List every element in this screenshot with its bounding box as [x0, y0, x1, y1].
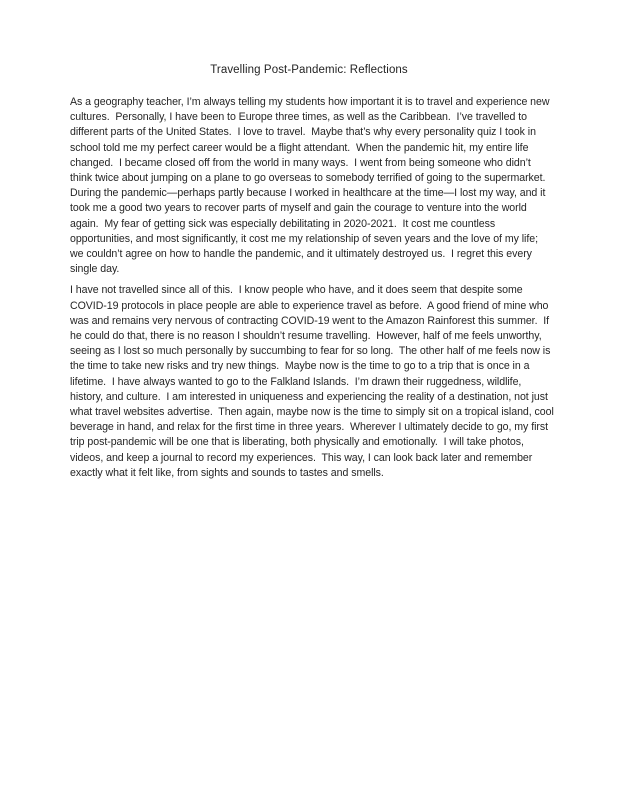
text-line: took me a good two years to recover parts of myself and gain the courage to venture into the world [70, 202, 527, 215]
text-line: COVID-19 protocols in place people are able to experience travel as before. A good friend of mine who [70, 299, 549, 312]
text-line: trip post-pandemic will be one that is liberating, both physically and emotionally. I will take photos, [70, 436, 524, 449]
text-line: seeing as I lost so much personally by succumbing to fear for so long. The other half of me feels now is [70, 345, 551, 358]
text-line: videos, and keep a journal to record my experiences. This way, I can look back later and remember [70, 451, 533, 464]
text-line: exactly what it felt like, from sights and sounds to tastes and smells. [70, 466, 384, 479]
paragraph-2 [70, 283, 554, 481]
document-content [70, 63, 554, 481]
paragraph-1 [70, 95, 548, 277]
text-line: I have not travelled since all of this. I know people who have, and it does seem that despite some [70, 284, 523, 297]
text-line: what travel websites advertise. Then again, maybe now is the time to simply sit on a tropical island, cool [70, 406, 554, 419]
text-line: history, and culture. I am interested in uniqueness and experiencing the reality of a destination, not just [70, 390, 548, 403]
text-line: opportunities, and most significantly, it cost me my relationship of seven years and the love of my life; [70, 232, 538, 245]
text-line: was and remains very nervous of contracting COVID-19 went to the Amazon Rainforest this summer. If [70, 314, 550, 327]
text-line: single day. [70, 263, 120, 276]
text-line: changed. I became closed off from the world in many ways. I went from being someone who didn’t [70, 156, 531, 169]
text-line: think twice about jumping on a plane to go overseas to somebody terrified of going to the supermarket. [70, 172, 546, 185]
text-line: we couldn’t agree on how to handle the pandemic, and it ultimately destroyed us. I regret this every [70, 248, 532, 261]
document-title: Travelling Post-Pandemic: Reflections [210, 64, 408, 76]
text-line: school told me my perfect career would be a flight attendant. When the pandemic hit, my entire life [70, 141, 529, 154]
text-line: he could do that, there is no reason I shouldn’t resume travelling. However, half of me feels unworthy, [70, 330, 542, 343]
text-line: lifetime. I have always wanted to go to the Falkland Islands. I’m drawn their ruggedness, wildlife, [70, 375, 522, 388]
text-line: different parts of the United States. I love to travel. Maybe that’s why every personality quiz I took in [70, 126, 536, 139]
text-line: cultures. Personally, I have been to Europe three times, as well as the Caribbean. I’ve travelled to [70, 111, 527, 124]
text-line: beverage in hand, and relax for the first time in three years. Wherever I ultimately decide to go, my first [70, 421, 549, 434]
text-line: During the pandemic—perhaps partly because I worked in healthcare at the time—I lost my way, and it [70, 187, 546, 200]
text-line: again. My fear of getting sick was especially debilitating in 2020-2021. It cost me countless [70, 217, 496, 230]
text-line: the time to take new risks and try new things. Maybe now is the time to go to a trip that is once in a [70, 360, 530, 373]
text-line: As a geography teacher, I’m always telling my students how important it is to travel and experience new [70, 96, 550, 108]
